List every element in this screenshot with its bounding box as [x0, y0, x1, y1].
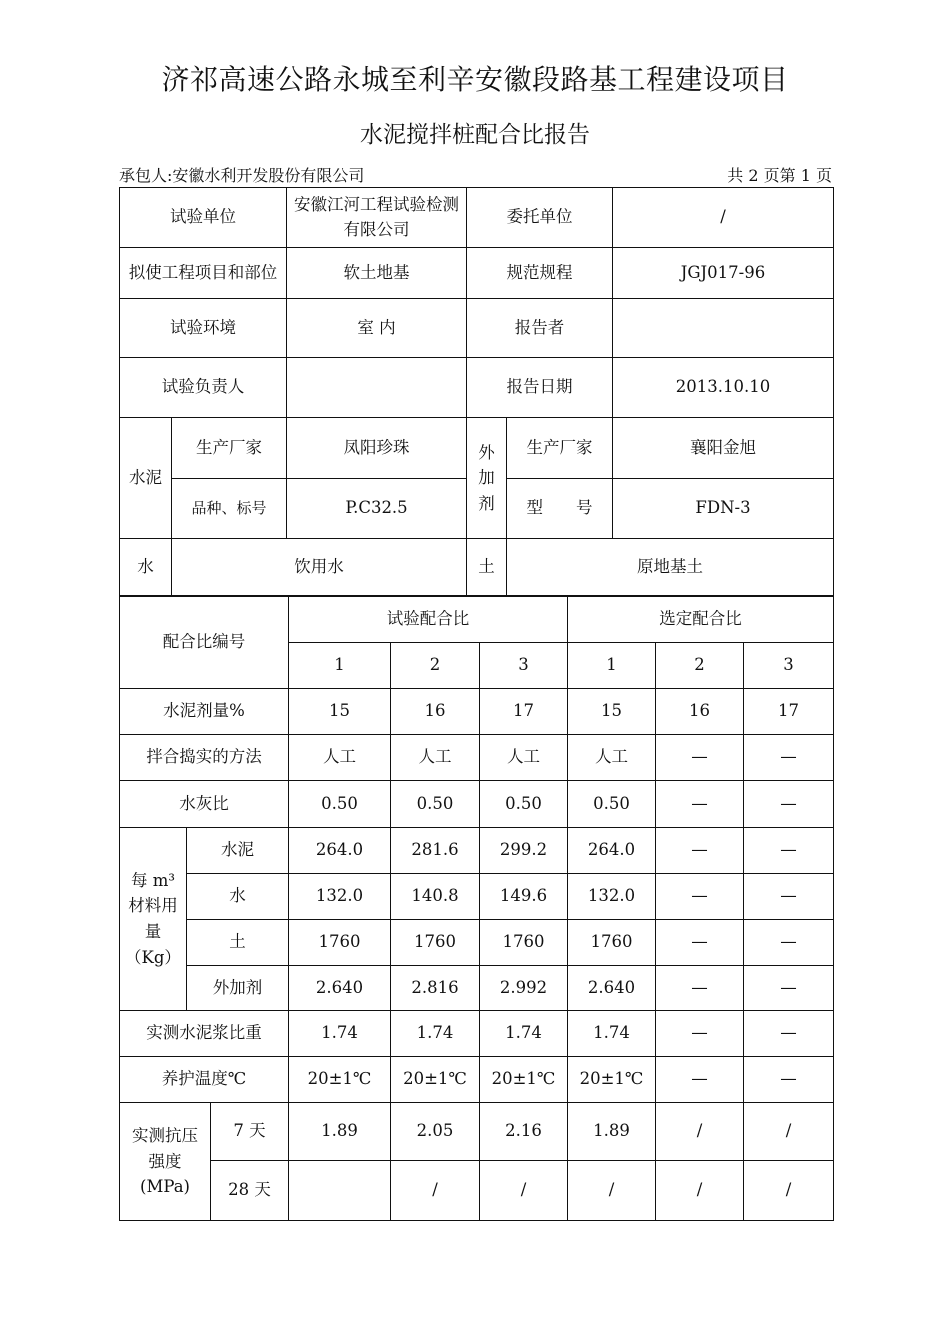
table-cell: —	[744, 966, 834, 1011]
table-row	[120, 1161, 834, 1221]
page-info: 共 2 页第 1 页	[727, 166, 832, 185]
selected-mix-label: 选定配合比	[568, 597, 834, 643]
table-cell: 0.50	[289, 781, 391, 828]
table-cell: 人工	[568, 735, 656, 781]
reporter-value	[613, 299, 834, 358]
table-cell: 1.74	[480, 1011, 568, 1057]
table-cell: —	[656, 828, 744, 874]
spec-label: 规范规程	[467, 248, 613, 299]
soil-value: 原地基土	[507, 539, 834, 596]
table-cell: —	[744, 828, 834, 874]
mix-code-label: 配合比编号	[120, 597, 289, 689]
table-cell: /	[568, 1161, 656, 1221]
project-value: 软土地基	[287, 248, 467, 299]
table-cell: —	[744, 1057, 834, 1103]
row-label: 水	[187, 874, 289, 920]
date-label: 报告日期	[467, 358, 613, 418]
row-label: 7 天	[211, 1103, 289, 1161]
table-row	[120, 920, 834, 966]
admix-model-label: 型 号	[507, 479, 613, 539]
water-value: 饮用水	[172, 539, 467, 596]
mix-number: 1	[568, 643, 656, 689]
table-cell: /	[391, 1161, 480, 1221]
table-cell: 2.816	[391, 966, 480, 1011]
project-label: 拟使工程项目和部位	[120, 248, 287, 299]
table-cell: /	[480, 1161, 568, 1221]
row-label: 水灰比	[120, 781, 289, 828]
table-cell: 149.6	[480, 874, 568, 920]
mix-number: 2	[391, 643, 480, 689]
table-cell: —	[744, 735, 834, 781]
mix-number: 1	[289, 643, 391, 689]
table-cell: 20±1℃	[568, 1057, 656, 1103]
client-value: /	[613, 188, 834, 248]
row-label: 养护温度℃	[120, 1057, 289, 1103]
table-cell: 1760	[568, 920, 656, 966]
table-cell: 132.0	[568, 874, 656, 920]
table-cell: 299.2	[480, 828, 568, 874]
cement-grade-value: P.C32.5	[287, 479, 467, 539]
date-value: 2013.10.10	[613, 358, 834, 418]
row-label: 水泥	[187, 828, 289, 874]
row-label: 28 天	[211, 1161, 289, 1221]
table-row	[120, 1103, 834, 1161]
cement-label: 水泥	[120, 418, 172, 539]
table-cell: 20±1℃	[391, 1057, 480, 1103]
table-row	[120, 966, 834, 1011]
table-cell: —	[744, 874, 834, 920]
cement-grade-label: 品种、标号	[172, 479, 287, 539]
table-cell: 17	[744, 689, 834, 735]
table-cell: 2.992	[480, 966, 568, 1011]
table-cell: /	[744, 1161, 834, 1221]
reporter-label: 报告者	[467, 299, 613, 358]
table-cell: —	[656, 920, 744, 966]
table-cell: 1.74	[568, 1011, 656, 1057]
table-cell: 264.0	[289, 828, 391, 874]
row-label: 土	[187, 920, 289, 966]
cement-maker-label: 生产厂家	[172, 418, 287, 479]
table-cell: 人工	[391, 735, 480, 781]
table-cell: 16	[656, 689, 744, 735]
env-value: 室 内	[287, 299, 467, 358]
admix-maker-label: 生产厂家	[507, 418, 613, 479]
table-cell: —	[656, 1057, 744, 1103]
table-cell: 20±1℃	[289, 1057, 391, 1103]
per-m3-label: 每 m³ 材料用量（Kg）	[120, 828, 187, 1011]
cement-maker-value: 凤阳珍珠	[287, 418, 467, 479]
table-cell: 0.50	[568, 781, 656, 828]
table-cell: 2.640	[568, 966, 656, 1011]
admix-maker-value: 襄阳金旭	[613, 418, 834, 479]
table-cell: 281.6	[391, 828, 480, 874]
soil-label: 土	[467, 539, 507, 596]
row-label: 实测水泥浆比重	[120, 1011, 289, 1057]
env-label: 试验环境	[120, 299, 287, 358]
table-row	[120, 1011, 834, 1057]
row-label: 水泥剂量%	[120, 689, 289, 735]
table-cell: 1760	[480, 920, 568, 966]
row-label: 外加剂	[187, 966, 289, 1011]
table-cell: —	[656, 781, 744, 828]
trial-mix-label: 试验配合比	[289, 597, 568, 643]
table-cell: 1760	[289, 920, 391, 966]
table-cell: 16	[391, 689, 480, 735]
water-label: 水	[120, 539, 172, 596]
spec-value: JGJ017-96	[613, 248, 834, 299]
table-row	[120, 874, 834, 920]
table-cell: 140.8	[391, 874, 480, 920]
table-cell: /	[744, 1103, 834, 1161]
table-row	[120, 689, 834, 735]
table-cell: —	[656, 1011, 744, 1057]
table-cell: 2.640	[289, 966, 391, 1011]
table-cell: 1.89	[289, 1103, 391, 1161]
table-cell: 1760	[391, 920, 480, 966]
table-cell	[289, 1161, 391, 1221]
table-cell: 2.05	[391, 1103, 480, 1161]
table-row	[120, 781, 834, 828]
table-cell: 20±1℃	[480, 1057, 568, 1103]
admix-model-value: FDN-3	[613, 479, 834, 539]
lead-label: 试验负责人	[120, 358, 287, 418]
table-cell: 2.16	[480, 1103, 568, 1161]
info-table	[119, 187, 834, 596]
table-cell: —	[656, 874, 744, 920]
table-cell: 1.89	[568, 1103, 656, 1161]
client-label: 委托单位	[467, 188, 613, 248]
test-unit-value: 安徽江河工程试验检测有限公司	[287, 188, 467, 248]
table-cell: /	[656, 1161, 744, 1221]
table-cell: —	[744, 781, 834, 828]
contractor-line: 承包人:安徽水利开发股份有限公司	[119, 166, 365, 185]
table-row	[120, 735, 834, 781]
table-cell: —	[656, 735, 744, 781]
table-cell: —	[744, 920, 834, 966]
mix-number: 2	[656, 643, 744, 689]
table-cell: —	[656, 966, 744, 1011]
strength-label: 实测抗压强度(MPa)	[120, 1103, 211, 1221]
table-cell: 1.74	[289, 1011, 391, 1057]
table-cell: 0.50	[391, 781, 480, 828]
report-subtitle: 水泥搅拌桩配合比报告	[360, 122, 590, 148]
admixture-label: 外加剂	[467, 418, 507, 539]
mix-ratio-table	[119, 596, 834, 1221]
table-row	[120, 828, 834, 874]
mix-number: 3	[744, 643, 834, 689]
lead-value	[287, 358, 467, 418]
row-label: 拌合捣实的方法	[120, 735, 289, 781]
mix-number: 3	[480, 643, 568, 689]
table-cell: 0.50	[480, 781, 568, 828]
table-cell: —	[744, 1011, 834, 1057]
report-title: 济祁高速公路永城至利辛安徽段路基工程建设项目	[161, 63, 789, 96]
table-cell: 15	[568, 689, 656, 735]
table-cell: /	[656, 1103, 744, 1161]
table-cell: 人工	[289, 735, 391, 781]
table-cell: 132.0	[289, 874, 391, 920]
table-cell: 15	[289, 689, 391, 735]
table-cell: 17	[480, 689, 568, 735]
test-unit-label: 试验单位	[120, 188, 287, 248]
table-cell: 264.0	[568, 828, 656, 874]
table-row	[120, 1057, 834, 1103]
table-cell: 人工	[480, 735, 568, 781]
table-cell: 1.74	[391, 1011, 480, 1057]
